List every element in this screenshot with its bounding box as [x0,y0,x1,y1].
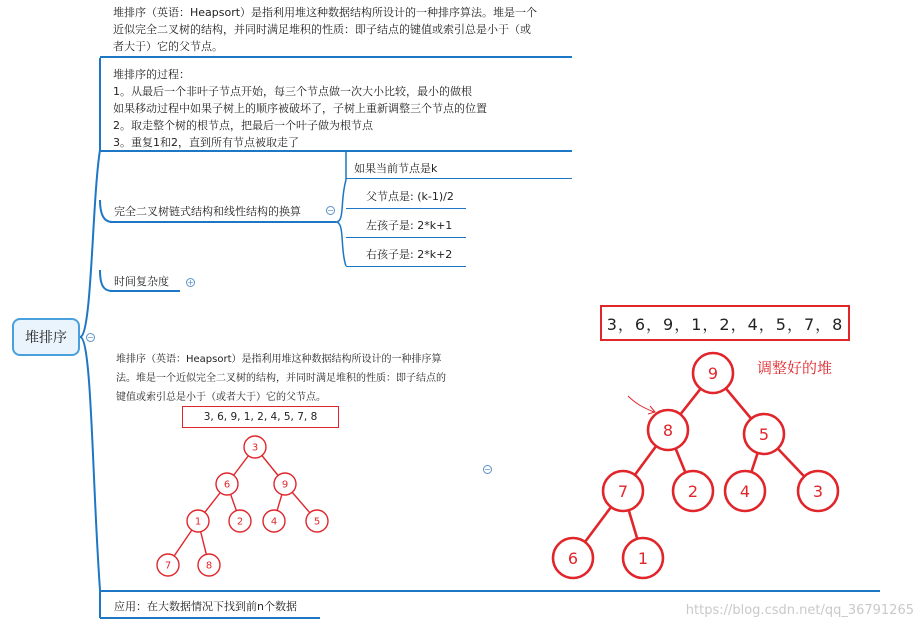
conversion-collapse-icon[interactable]: − [327,206,334,215]
small-node-value: 8 [205,560,213,572]
large-array-text: 3，6，9，1，2，4，5，7，8 [606,314,844,334]
small-node-value: 1 [194,516,202,528]
conversion-child-3[interactable]: 右孩子是: 2*k+2 [366,248,453,261]
small-array-text: 3, 6, 9, 1, 2, 4, 5, 7, 8 [203,411,318,423]
large-node [553,538,593,578]
large-node-value: 7 [617,481,629,501]
small-node-value: 2 [236,516,244,528]
large-node [798,471,838,511]
process-line: 2。取走整个树的根节点，把最后一个叶子做为根节点 [113,119,373,132]
complexity-label[interactable]: 时间复杂度 [114,275,169,288]
large-node-value: 5 [758,424,770,444]
small-node-value: 9 [281,479,289,491]
large-node [648,410,688,450]
large-node [603,471,643,511]
small-node-value: 4 [270,516,278,528]
conversion-child-1[interactable]: 父节点是: (k-1)/2 [366,190,454,203]
intro-line: 近似完全二叉树的结构，并同时满足堆积的性质：即子结点的键值或索引总是小于（或 [113,23,531,36]
large-node-value: 1 [637,548,649,568]
small-node-value: 6 [223,479,231,491]
small-node-value: 5 [313,516,321,528]
large-node [693,353,733,393]
conversion-child-2[interactable]: 左孩子是: 2*k+1 [366,219,453,232]
intro-line: 者大于）它的父节点。 [113,40,223,53]
intro-line: 堆排序（英语：Heapsort）是指利用堆这种数据结构所设计的一种排序算法。堆是一个 [113,6,538,19]
process-line: 堆排序的过程： [113,68,190,81]
complexity-expand-icon[interactable]: + [187,278,194,287]
image-collapse-icon[interactable]: − [484,465,491,474]
large-node-value: 9 [707,363,719,383]
small-node-value: 7 [164,560,172,572]
large-node-value: 4 [739,481,751,501]
large-node-value: 3 [812,481,824,501]
application-underline [100,617,320,619]
large-node-value: 6 [567,548,579,568]
small-image-line: 法。堆是一个近似完全二叉树的结构，并同时满足堆积的性质：即子结点的 [116,373,446,384]
large-node [725,471,765,511]
conversion-child-0[interactable]: 如果当前节点是k [354,162,438,175]
image-branch-underline [100,590,880,592]
large-node-value: 2 [687,481,699,501]
process-line: 如果移动过程中如果子树上的顺序被破坏了，子树上重新调整三个节点的位置 [113,102,487,115]
process-line: 3。重复1和2，直到所有节点被取走了 [113,136,299,149]
pencil-scribble [628,396,655,414]
large-node [673,471,713,511]
conversion-label[interactable]: 完全二叉树链式结构和线性结构的换算 [114,205,301,218]
root-label: 堆排序 [25,330,67,346]
process-line: 1。从最后一个非叶子节点开始，每三个节点做一次大小比较，最小的做根 [113,85,472,98]
heap-caption: 调整好的堆 [757,359,833,377]
root-collapse-icon[interactable]: − [87,333,94,342]
small-image-line: 堆排序（英语：Heapsort）是指利用堆这种数据结构所设计的一种排序算 [116,354,442,365]
small-image-line: 键值或索引总是小于（或者大于）它的父节点。 [116,392,326,403]
small-node-value: 3 [251,442,259,454]
large-node [623,538,663,578]
large-node-value: 8 [662,420,674,440]
application-label[interactable]: 应用：在大数据情况下找到前n个数据 [114,600,297,613]
watermark: https://blog.csdn.net/qq_36791265 [685,603,914,618]
large-node [744,414,784,454]
